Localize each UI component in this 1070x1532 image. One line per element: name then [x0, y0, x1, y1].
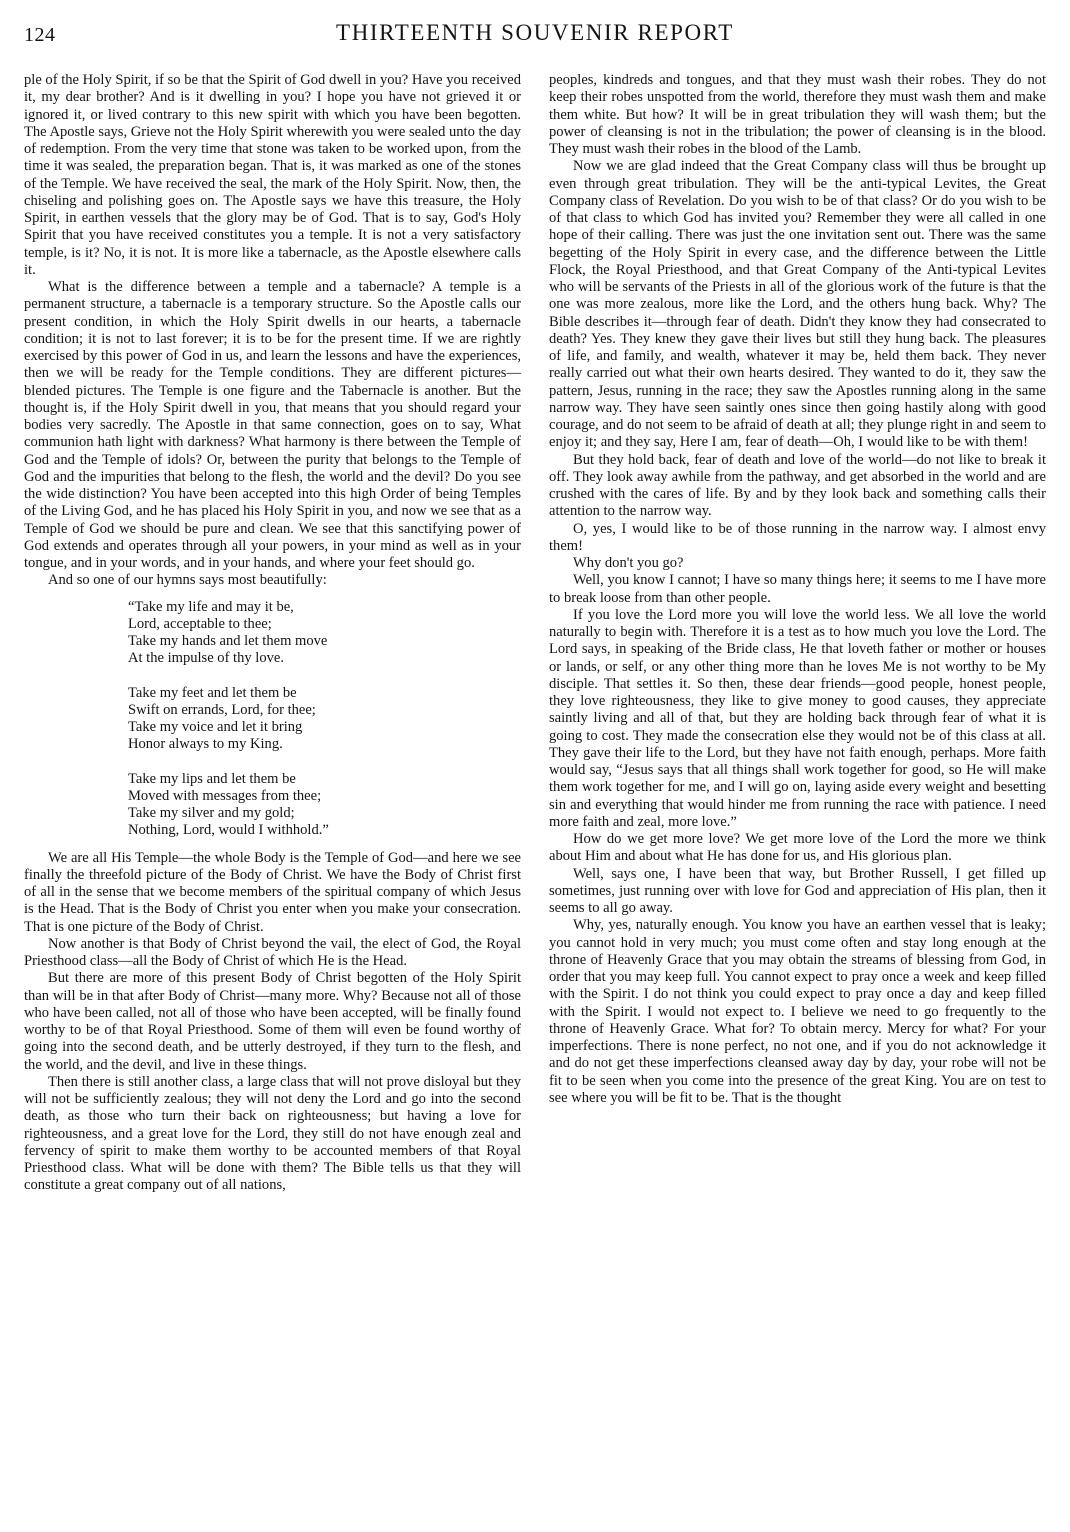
poem-line: At the impulse of thy love.	[128, 650, 284, 667]
paragraph: What is the difference between a temple and a tabernacle? A temple is a permanent structure, a tabernacle is a temporary structure. So the Apostle calls our present condition, in which the Holy Spirit dwells in our hearts, a tabernacle condition; it is not to last forever; it is to be for the present time. If we are rightly exercised by this power of God in us, and learn the lessons and have the experiences, then we will be ready for the Temple conditions. They are different pictures—blended pictures. The Temple is one figure and the Tabernacle is another. But the thought is, if the Holy Spirit dwell in you, that means that you should regard your bodies very sacredly. The Apostle in that same connection, goes on to say, What communion hath light with darkness? What harmony is there between the Temple of God and the Temple of idols? Or, between the purity that belongs to the Temple of God and the impurities that belong to the flesh, the world and the devil? Do you see the wide distinction? You have been accepted into this high Order of being Temples of the Living God, and he has placed his Holy Spirit in you, and now we see that as a Temple of God we should be pure and clean. We see that this sanctifying power of God extends and operates through all your powers, in your mind as well as in your tongue, and in your words, and in your hands, and where your feet should go.	[24, 279, 521, 571]
poem-line: Take my voice and let it bring	[128, 719, 303, 735]
poem-line: Take my lips and let them be	[128, 770, 296, 787]
poem-line: Take my feet and let them be	[128, 684, 297, 701]
paragraph: And so one of our hymns says most beautifully:	[48, 572, 327, 589]
paragraph: peoples, kindreds and tongues, and that they must wash their robes. They do not keep their robes unspotted from the world, therefore they must wash them and make them white. But how? It will be in great tribulation they will wash them; but the power of cleansing is not in the tribulation; the power of cleansing is in the blood. They must wash their robes in the blood of the Lamb.	[549, 72, 1046, 157]
poem-line: Lord, acceptable to thee;	[128, 615, 272, 632]
poem-line: Nothing, Lord, would I withhold.”	[128, 822, 329, 839]
paragraph: Well, you know I cannot; I have so many things here; it seems to me I have more to break loose from than other people.	[549, 572, 1046, 606]
running-head	[24, 18, 1046, 58]
hymn-quotation	[128, 599, 521, 840]
poem-line: Moved with messages from thee;	[128, 787, 322, 804]
paragraph: But they hold back, fear of death and love of the world—do not like to break it off. They look away awhile from the pathway, and get absorbed in the world and are crushed with the cares of life. By and by they look back and something calls their attention to the narrow way.	[549, 451, 1046, 520]
right-column	[549, 72, 1046, 1195]
paragraph: Why don't you go?	[573, 555, 684, 571]
poem-stanza	[128, 599, 521, 668]
paragraph: But there are more of this present Body of Christ begotten of the Holy Spirit than will be in that after Body of Christ—many more. Why? Because not all of those who have been called, not all of those who have been accepted, will be finally found worthy to be of that Royal Priesthood. Some of them will even be found worthy of going into the second death, and be utterly destroyed, if they turn to the flesh, and the world, and the devil, and live in these things.	[24, 970, 521, 1073]
poem-line: Honor always to my King.	[128, 736, 283, 753]
running-title: THIRTEENTH SOUVENIR REPORT	[336, 20, 734, 45]
paragraph: O, yes, I would like to be of those running in the narrow way. I almost envy them!	[549, 520, 1046, 554]
paragraph: How do we get more love? We get more love of the Lord the more we think about Him and about what He has done for us, and His glorious plan.	[549, 831, 1046, 865]
left-column	[24, 72, 521, 1195]
paragraph: We are all His Temple—the whole Body is the Temple of God—and here we see finally the threefold picture of the Body of Christ. We have the Body of Christ first of all in the sense that we become members of the spiritual company of which Jesus is the Head. That is the Body of Christ you enter when you make your consecration. That is one picture of the Body of Christ.	[24, 849, 521, 935]
page-number: 124	[24, 24, 56, 46]
paragraph: If you love the Lord more you will love the world less. We all love the world naturally to begin with. Therefore it is a test as to how much you love the Lord. The Lord says, in speaking of the Bride class, He that loveth father or mother or houses or lands, or self, or any other thing more than he loves Me is not worthy to be My disciple. That settles it. So then, these dear friends—good people, honest people, they love righteousness, they like to give money to good causes, they appreciate saintly living and all of that, but they are holding back through fear of what it is going to cost. They made the consecration else they would not be of this class at all. They gave their life to the Lord, but they have not faith enough, perhaps. More faith would say, “Jesus says that all things shall work together for good, so He will make them work together for me, and I will go on, laying aside every weight and besetting sin and everything that would hinder me from running the race with patience. I need more faith and zeal, more love.”	[549, 606, 1046, 830]
paragraph: Now we are glad indeed that the Great Company class will thus be brought up even through great tribulation. They will be the anti-typical Levites, the Great Company class of Revelation. Do you wish to be of that class? Or do you wish to be of that class to which God has invited you? Remember they were all called in one hope of their calling. There was just the one invitation sent out. There was the same begetting of the Holy Spirit in every case, and the difference between the Little Flock, the Royal Priesthood, and that Great Company of the Anti-typical Levites who will be servants of the Priests in all of the glorious work of the future is that the one was more zealous, more like the Lord, and the others hung back. Why? The Bible describes it—through fear of death. Didn't they know they had consecrated to death? Yes. They knew they gave their lives but still they hung back. The pleasures of life, and family, and wealth, whatever it may be, held them back. They never really carried out what their own hearts desired. They wanted to do it, they saw the pattern, Jesus, running in the race; they saw the Apostles running along in the same narrow way. They have seen saintly ones since then going hastily along with good courage, and do not seem to be afraid of death at all; they plunge right in and seem to enjoy it; and they say, Here I am, fear of death—Oh, I would like to be with them!	[549, 158, 1046, 451]
poem-line: “Take my life and may it be,	[128, 598, 294, 615]
poem-line: Take my hands and let them move	[128, 633, 328, 649]
paragraph: Then there is still another class, a large class that will not prove disloyal but they will not be sufficiently zealous; they will not deny the Lord and go into the second death, as those who turn their back on righteousness; but having a love for righteousness, and a great love for the Lord, they still do not have enough zeal and fervency of spirit to make them worthy to be accounted members of that Royal Priesthood class. What will be done with them? The Bible tells us that they will constitute a great company out of all nations,	[24, 1073, 521, 1194]
poem-stanza	[128, 771, 521, 840]
paragraph: Now another is that Body of Christ beyond the vail, the elect of God, the Royal Priesthood class—all the Body of Christ of which He is the Head.	[24, 935, 521, 969]
poem-line: Take my silver and my gold;	[128, 805, 295, 821]
paragraph: ple of the Holy Spirit, if so be that the Spirit of God dwell in you? Have you received it, my dear brother? And is it dwelling in you? I hope you have not grieved it or ignored it, or lived contrary to this new spirit with which you have been begotten. The Apostle says, Grieve not the Holy Spirit wherewith you were sealed unto the day of redemption. From the very time that stone was taken to be worked upon, from the time it was sealed, the preparation began. That is, it was marked as one of the stones of the Temple. We have received the seal, the mark of the Holy Spirit. Now, then, the chiseling and polishing goes on. The Apostle says we have this treasure, the Holy Spirit, in earthen vessels that the glory may be of God. That is to say, God's Holy Spirit that you have received constitutes you a temple. It is not a very satisfactory temple, is it? No, it is not. It is more like a tabernacle, as the Apostle elsewhere calls it.	[24, 72, 521, 278]
paragraph: Why, yes, naturally enough. You know you have an earthen vessel that is leaky; you cannot hold in very much; you must come often and stay long enough at the throne of Heavenly Grace that you may obtain the streams of blessing from God, in order that you may keep full. You cannot expect to pray once a week and keep filled with the Spirit. I do not think you could expect to pray once a day and keep filled with the Spirit. I would not expect to. I believe we need to go frequently to the throne of Heavenly Grace. What for? To obtain mercy. Mercy for what? For your imperfections. There is none perfect, no not one, and if you do not acknowledge it and do not get these imperfections cleansed away day by day, your robe will not be fit to be seen when you come into the presence of the great King. You are on test to see where you will be fit to be. That is the thought	[549, 917, 1046, 1106]
paragraph: Well, says one, I have been that way, but Brother Russell, I get filled up sometimes, just running over with love for God and appreciation of His plan, then it seems to all go away.	[549, 865, 1046, 916]
two-column-body	[24, 72, 1046, 1195]
poem-line: Swift on errands, Lord, for thee;	[128, 701, 316, 718]
poem-stanza	[128, 685, 521, 754]
